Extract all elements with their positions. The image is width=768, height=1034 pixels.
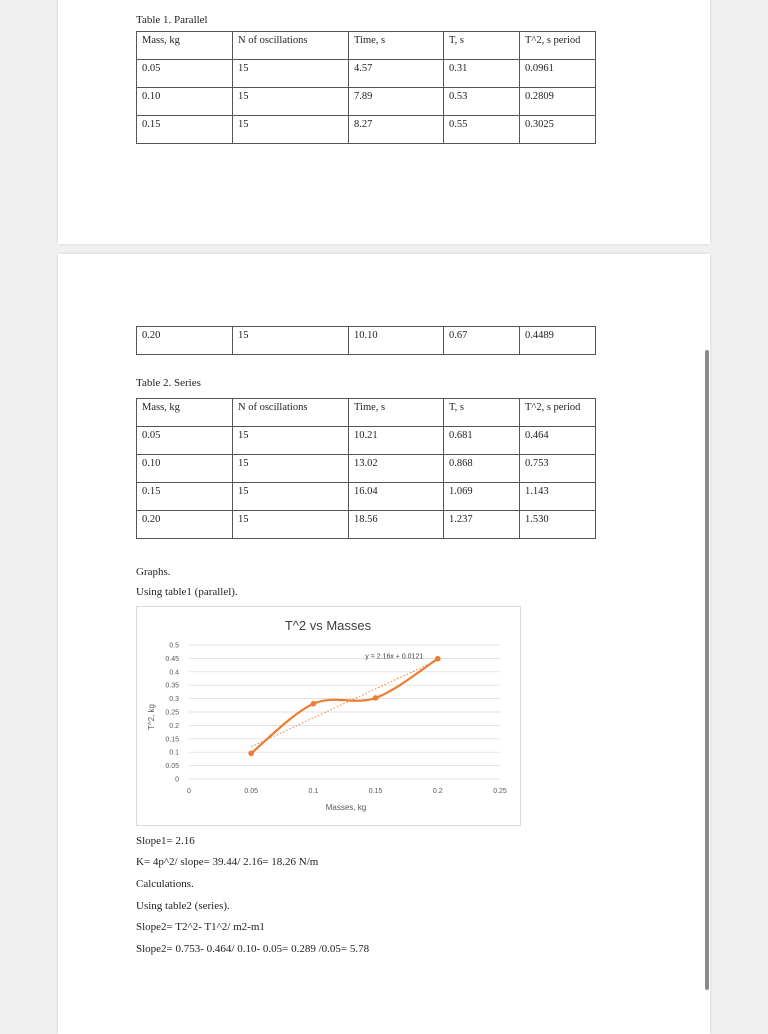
trendline-equation: y = 2.16x + 0.0121 (365, 653, 424, 661)
table-row (137, 427, 596, 455)
table-cell: 0.10 (137, 455, 233, 483)
data-point (373, 695, 379, 701)
table-header-cell: Mass, kg (137, 399, 233, 427)
table-cell: 0.4489 (520, 327, 596, 355)
slope2-formula-text: Slope2= T2^2- T1^2/ m2-m1 (136, 921, 265, 933)
y-tick-label: 0.45 (165, 655, 179, 663)
table-header-row (137, 32, 596, 60)
table1-caption: Table 1. Parallel (136, 14, 208, 26)
table1 (136, 31, 596, 144)
table-cell: 0.05 (137, 60, 233, 88)
y-tick-label: 0.05 (165, 763, 179, 771)
table-cell: 15 (233, 455, 349, 483)
slope1-text: Slope1= 2.16 (136, 835, 195, 847)
y-tick-label: 0.35 (165, 682, 179, 690)
table-cell: 16.04 (349, 483, 444, 511)
table-row (137, 88, 596, 116)
using-table2-text: Using table2 (series). (136, 900, 230, 912)
data-point (435, 656, 441, 662)
table2 (136, 398, 596, 539)
table-row (137, 60, 596, 88)
table-cell: 15 (233, 88, 349, 116)
table-header-cell: N of oscillations (233, 32, 349, 60)
table-header-cell: Mass, kg (137, 32, 233, 60)
data-points (248, 653, 440, 756)
table-cell: 0.55 (444, 116, 520, 144)
table-cell: 15 (233, 483, 349, 511)
table-cell: 0.20 (137, 327, 233, 355)
table-cell: 0.15 (137, 116, 233, 144)
table-header-cell: N of oscillations (233, 399, 349, 427)
table-header-cell: T^2, s period (520, 399, 596, 427)
table-row (137, 116, 596, 144)
table-row (137, 455, 596, 483)
table-cell: 1.530 (520, 511, 596, 539)
chart-gridlines (189, 645, 500, 779)
vertical-scrollbar[interactable] (705, 350, 709, 990)
table-cell: 18.56 (349, 511, 444, 539)
x-tick-label: 0.05 (244, 788, 259, 795)
x-tick-label: 0.25 (493, 788, 507, 795)
slope2-calculation-text: Slope2= 0.753- 0.464/ 0.10- 0.05= 0.289 /0.05= 5.78 (136, 943, 370, 955)
x-tick-label: 0 (187, 788, 191, 795)
table2-caption: Table 2. Series (136, 377, 201, 389)
table-cell: 0.753 (520, 455, 596, 483)
x-axis-label: Masses, kg (325, 803, 367, 812)
y-tick-label: 0.3 (169, 696, 179, 704)
table-cell: 0.2809 (520, 88, 596, 116)
table-cell: 15 (233, 511, 349, 539)
table-header-cell: T, s (444, 32, 520, 60)
data-point (311, 701, 317, 707)
table-cell: 0.868 (444, 455, 520, 483)
table-row (137, 483, 596, 511)
table-cell: 1.143 (520, 483, 596, 511)
table-cell: 4.57 (349, 60, 444, 88)
calculations-heading: Calculations. (136, 878, 194, 890)
y-axis-label: T^2, kg (147, 704, 156, 730)
table-cell: 0.3025 (520, 116, 596, 144)
table-header-cell: T, s (444, 399, 520, 427)
table1-continued (136, 326, 596, 355)
table-cell: 15 (233, 116, 349, 144)
chart-title: T^2 vs Masses (284, 618, 372, 633)
table-cell: 13.02 (349, 455, 444, 483)
y-tick-label: 0.5 (169, 642, 179, 650)
table-cell: 8.27 (349, 116, 444, 144)
y-tick-label: 0.4 (169, 669, 179, 677)
scatter-chart (137, 607, 520, 825)
table-cell: 0.10 (137, 88, 233, 116)
table-cell: 0.15 (137, 483, 233, 511)
y-tick-label: 0.2 (169, 722, 179, 730)
using-table1-text: Using table1 (parallel). (136, 586, 238, 598)
table-cell: 1.237 (444, 511, 520, 539)
x-tick-label: 0.1 (308, 788, 319, 795)
y-axis-ticks (165, 643, 179, 784)
table-cell: 1.069 (444, 483, 520, 511)
table-cell: 0.0961 (520, 60, 596, 88)
table-cell: 7.89 (349, 88, 444, 116)
k-calculation-text: K= 4p^2/ slope= 39.44/ 2.16= 18.26 N/m (136, 856, 319, 868)
x-tick-label: 0.2 (432, 788, 443, 795)
y-tick-label: 0.15 (165, 736, 179, 744)
table-cell: 15 (233, 60, 349, 88)
x-axis-ticks (187, 788, 507, 795)
table-cell: 0.53 (444, 88, 520, 116)
trendline (251, 660, 438, 747)
table-row (137, 511, 596, 539)
table-cell: 10.21 (349, 427, 444, 455)
x-tick-label: 0.15 (368, 788, 383, 795)
y-tick-label: 0 (175, 776, 179, 784)
table-cell: 10.10 (349, 327, 444, 355)
table-header-cell: T^2, s period (520, 32, 596, 60)
y-tick-label: 0.1 (169, 749, 179, 757)
chart-container (136, 606, 521, 826)
table-row (137, 327, 596, 355)
graphs-heading: Graphs. (136, 566, 171, 578)
data-point (248, 750, 254, 756)
table-cell: 0.464 (520, 427, 596, 455)
table-cell: 0.31 (444, 60, 520, 88)
y-tick-label: 0.25 (165, 709, 179, 717)
table-cell: 15 (233, 327, 349, 355)
table-cell: 0.20 (137, 511, 233, 539)
table-header-cell: Time, s (349, 399, 444, 427)
table-cell: 15 (233, 427, 349, 455)
table-cell: 0.67 (444, 327, 520, 355)
table-header-cell: Time, s (349, 32, 444, 60)
table-cell: 0.681 (444, 427, 520, 455)
table-cell: 0.05 (137, 427, 233, 455)
table-header-row (137, 399, 596, 427)
